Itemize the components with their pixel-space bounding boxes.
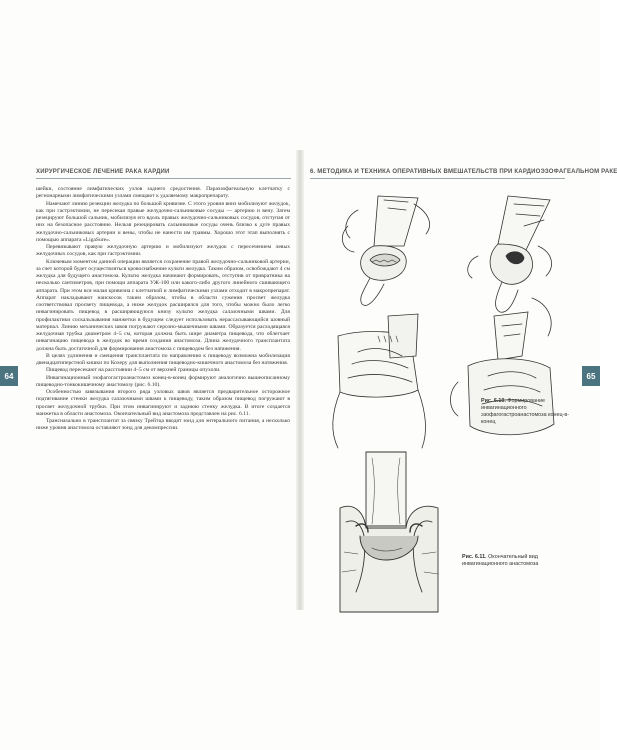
drawing-step-3: [333, 314, 426, 448]
paragraph: В целях удлинения и смещения трансплантата по направлению к пищеводу возможна мобилизация двенадцатиперстной кишки по Кохеру для выполнения пищеводно-кишечного анастомоза без натяжения.: [36, 352, 290, 366]
drawing-step-1: [342, 196, 429, 305]
drawing-step-2: [468, 196, 552, 312]
figure-caption-text: Формирование инвагинационного эзофагогастроанастомоза конец-в-конец: [481, 398, 570, 425]
paragraph: Ключевым моментом данной операции является сохранение правой желудочно-сальниковой артерии, за счет которой будет осуществляться кровоснабжение культи желудка. Таким образом, освобождают 4 см желудка для будущего анастомоза. Культю желудка начинают формировать, отступив от привратника на несколько сантиметров, при помощи аппарата УЖ-100 или какого-либо другого линейного сшивающего аппарата. При этом вся малая кривизна с клетчаткой и лимфатическими узлами отходит в макропрепарат. Аппарат накладывают наискосок таким образом, чтобы в области сужения просвет желудка соответствовал просвету пищевода, а ниже желудок расширялся для того, чтобы можно было легко инвагинировать пищевод в расширяющуюся книзу культю желудка салазочными швами. Для профилактики соскальзывания манжетки в будущем следует использовать нерассасывающийся шовный материал. Линию механических швов погружают серозно-мышечными швами. Образуется расходящаяся желудочная трубка диаметром 4–5 см, которая должна быть шире диаметра пищевода, что облегчает инвагинацию пищевода в желудок во время создания анастомоза. Длина желудочного трансплантата должна быть достаточной для формирования анастомоза с пищеводом без натяжения.: [36, 258, 290, 352]
figure-label: Рис. 6.11.: [462, 554, 487, 560]
figure-6-11-caption: [462, 554, 574, 568]
paragraph: Пищевод пересекают на расстоянии 4–5 см от верхней границы опухоли.: [46, 367, 221, 374]
left-page-number: 64: [0, 366, 18, 386]
book-gutter: [296, 150, 304, 610]
figure-6-10-caption: [481, 398, 577, 426]
left-running-head: ХИРУРГИЧЕСКОЕ ЛЕЧЕНИЕ РАКА КАРДИИ: [36, 168, 291, 179]
paragraph: Перевязывают правую желудочную артерию и мобилизуют желудок с пересечением левых желудочных сосудов, как при гастрэктомии.: [36, 244, 290, 258]
paragraph: шейки, состояние лимфатических узлов заднего средостения. Параэзофагеальную клетчатку с регионарными лимфатическими узлами смещают к удаляемому макропрепарату.: [36, 186, 290, 200]
figure-6-11-illustration: [336, 452, 442, 612]
paragraph: Трансназально в трансплантат за связку Трейтца вводят зонд для энтерального питания, а несколько ниже уровня анастомоза оставляют зонд для декомпрессии.: [36, 418, 290, 432]
paragraph: Особенностью завязывания второго ряда узловых швов является предварительное осторожное подтягивание стенки желудка салазочными швами к пищеводу, таким образом пищевод погружают в просвет желудочной трубки. При этом инвагинируют и заднюю стенку желудка. В итоге создается манжетка в области анастомоза. Окончательный вид анастомоза представлен на рис. 6.11.: [36, 389, 290, 417]
right-page-number: 65: [582, 366, 600, 386]
paragraph: Инвагинационный эзофагогастроанастомоз конец-в-конец формируют аналогично вышеописанному пищеводно-тонкокишечному анастомозу (рис. 6.10).: [36, 374, 290, 388]
right-running-head: 6. МЕТОДИКА И ТЕХНИКА ОПЕРАТИВНЫХ ВМЕШАТЕЛЬСТВ ПРИ КАРДИОЭЗОФАГЕАЛЬНОМ РАКЕ: [310, 168, 565, 179]
paragraph: Намечают линию резекции желудка по большой кривизне. С этого уровня вниз мобилизуют желудок, как при гастрэктомии, не пересекая правые желудочно-сальниковые сосуды — артерию и вену. Затем резецируют большой сальник, мобилизуя его вдоль правых желудочно-сальниковых сосудов, отступая от них на безопасное расстояние. Нельзя резецировать сальниковые сосуды очень близко к дуге правых желудочно-сальниковых артерии и вены, чтобы не нанести им травмы. Хорошо этот этап выполнять с помощью аппарата «LigaSure».: [36, 200, 290, 243]
figure-caption-text: Окончательный вид инвагинационного анастомоза: [462, 554, 539, 567]
figure-label: Рис. 6.10.: [481, 398, 506, 404]
left-body-text: [36, 186, 290, 433]
